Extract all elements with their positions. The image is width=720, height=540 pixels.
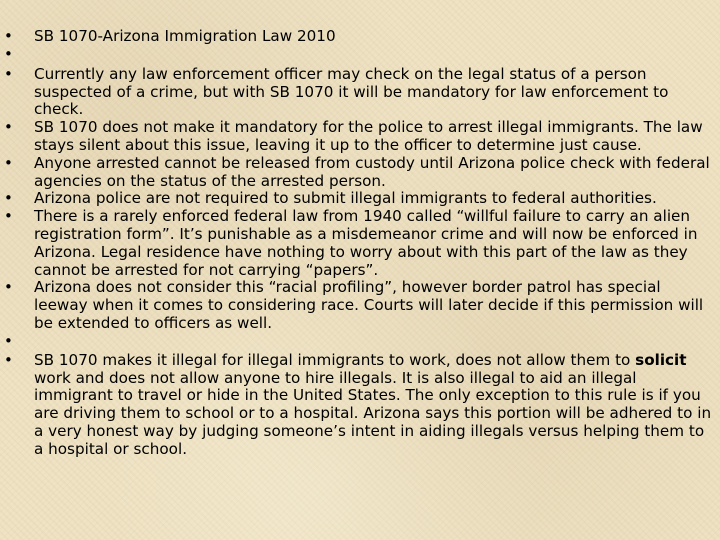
bullet-text: Arizona does not consider this “racial profiling”, however border patrol has special leeway when it comes to considering race. Courts will later decide if this permission will be extended to officers as well. xyxy=(34,278,704,332)
bullet-dot-icon: • xyxy=(4,64,13,83)
bullet-text-bold: solicit xyxy=(635,350,687,369)
bullet-list xyxy=(4,28,716,459)
bullet-text-after: work and does not allow anyone to hire illegals. It is also illegal to aid an illegal immigrant to travel or hide in the United States. The only exception to this rule is if you are driving them to school or to a hospital. Arizona says this portion will be adhered to in a very honest way by judging someone’s intent in aiding illegals versus helping them to a hospital or school. xyxy=(34,368,712,458)
bullet-dot-icon: • xyxy=(4,278,13,297)
bullet-text: Anyone arrested cannot be released from custody until Arizona police check with federal agencies on the status of the arrested person. xyxy=(34,153,710,190)
bullet-dot-icon: • xyxy=(4,350,13,369)
bullet-text: SB 1070-Arizona Immigration Law 2010 xyxy=(34,27,336,45)
bullet-text xyxy=(34,351,711,458)
bullet-item xyxy=(4,352,716,459)
bullet-dot-icon: • xyxy=(4,207,13,226)
bullet-text: Currently any law enforcement officer may check on the legal status of a person suspected of a crime, but with SB 1070 it will be mandatory for law enforcement to check. xyxy=(34,64,669,119)
bullet-dot-icon: • xyxy=(4,44,13,63)
bullet-dot-icon: • xyxy=(4,27,13,45)
bullet-dot-icon: • xyxy=(4,118,13,137)
bullet-item xyxy=(4,190,716,208)
bullet-text: Arizona police are not required to submit illegal immigrants to federal authorities. xyxy=(34,189,657,208)
bullet-text: SB 1070 does not make it mandatory for the police to arrest illegal immigrants. The law stays silent about this issue, leaving it up to the officer to determine just cause. xyxy=(34,118,703,154)
bullet-item xyxy=(4,208,716,279)
bullet-item-empty xyxy=(4,333,716,352)
bullet-item-title xyxy=(4,28,716,46)
bullet-item xyxy=(4,155,716,191)
bullet-item xyxy=(4,119,716,155)
bullet-item xyxy=(4,66,716,119)
bullet-dot-icon: • xyxy=(4,189,13,208)
bullet-dot-icon: • xyxy=(4,153,13,172)
bullet-text: There is a rarely enforced federal law from 1940 called “willful failure to carry an alien registration form”. It’s punishable as a misdemeanor crime and will now be enforced in Arizona. Legal residence have nothing to worry about with this part of the law as they cannot be arrested for not carrying “papers”. xyxy=(34,207,698,279)
bullet-item-empty xyxy=(4,46,716,65)
bullet-text-before: SB 1070 makes it illegal for illegal immigrants to work, does not allow them to xyxy=(34,350,636,369)
bullet-dot-icon: • xyxy=(4,331,13,350)
bullet-item xyxy=(4,279,716,332)
